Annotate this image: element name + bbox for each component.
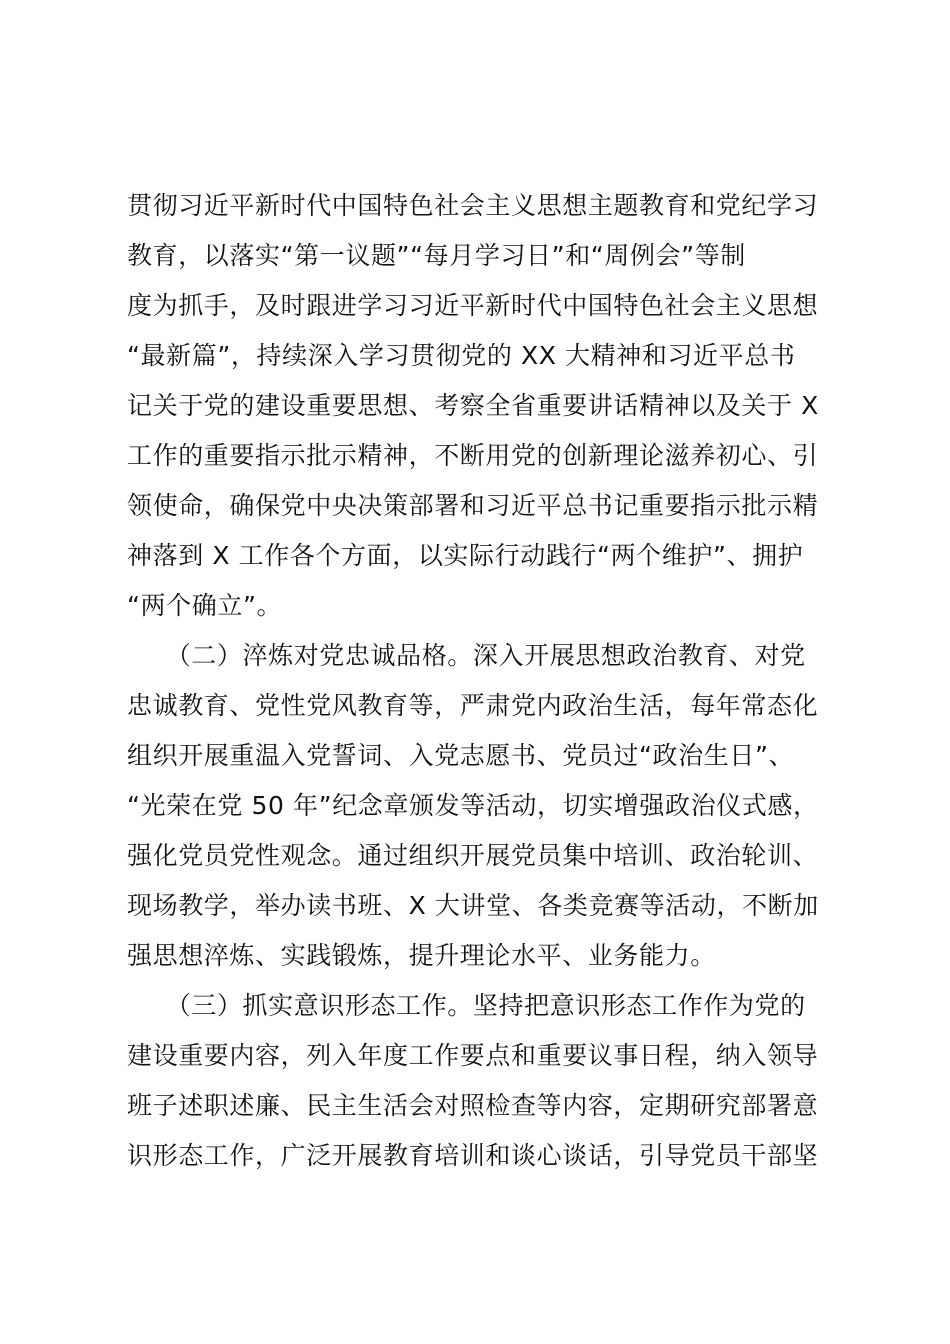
text-line: 组织开展重温入党誓词、入党志愿书、党员过“政治生日”、 xyxy=(127,741,795,770)
text-line: 班子述职述廉、民主生活会对照检查等内容，定期研究部署意 xyxy=(127,1091,819,1120)
text-line: 领使命，确保党中央决策部署和习近平总书记重要指示批示精 xyxy=(127,491,819,520)
text-line: 建设重要内容，列入年度工作要点和重要议事日程，纳入领导 xyxy=(127,1041,819,1070)
section-three-heading-line: （三）抓实意识形态工作。坚持把意识形态工作作为党的 xyxy=(127,991,806,1020)
text-line: 记关于党的建设重要思想、考察全省重要讲话精神以及关于 X xyxy=(127,391,819,420)
text-line: 教育，以落实“第一议题”“每月学习日”和“周例会”等制 xyxy=(127,241,746,270)
text-line: 工作的重要指示批示精神，不断用党的创新理论滋养初心、引 xyxy=(127,441,819,470)
text-line: 忠诚教育、党性党风教育等，严肃党内政治生活，每年常态化 xyxy=(127,691,819,720)
text-line: “光荣在党 50 年”纪念章颁发等活动，切实增强政治仪式感， xyxy=(127,791,819,820)
body-text xyxy=(127,181,833,1181)
text-line: 贯彻习近平新时代中国特色社会主义思想主题教育和党纪学习 xyxy=(127,191,819,220)
text-line: 强化党员党性观念。通过组织开展党员集中培训、政治轮训、 xyxy=(127,841,819,870)
text-line: “两个确立”。 xyxy=(127,591,283,620)
text-line: 现场教学，举办读书班、X 大讲堂、各类竞赛等活动，不断加 xyxy=(127,891,819,920)
text-line: 强思想淬炼、实践锻炼，提升理论水平、业务能力。 xyxy=(127,941,716,970)
text-line: 识形态工作，广泛开展教育培训和谈心谈话，引导党员干部坚 xyxy=(127,1141,819,1170)
text-line: 度为抓手，及时跟进学习习近平新时代中国特色社会主义思想 xyxy=(127,291,819,320)
section-two-heading-line: （二）淬炼对党忠诚品格。深入开展思想政治教育、对党 xyxy=(127,641,806,670)
text-line: “最新篇”，持续深入学习贯彻党的 XX 大精神和习近平总书 xyxy=(127,341,796,370)
text-line: 神落到 X 工作各个方面，以实际行动践行“两个维护”、拥护 xyxy=(127,541,804,570)
